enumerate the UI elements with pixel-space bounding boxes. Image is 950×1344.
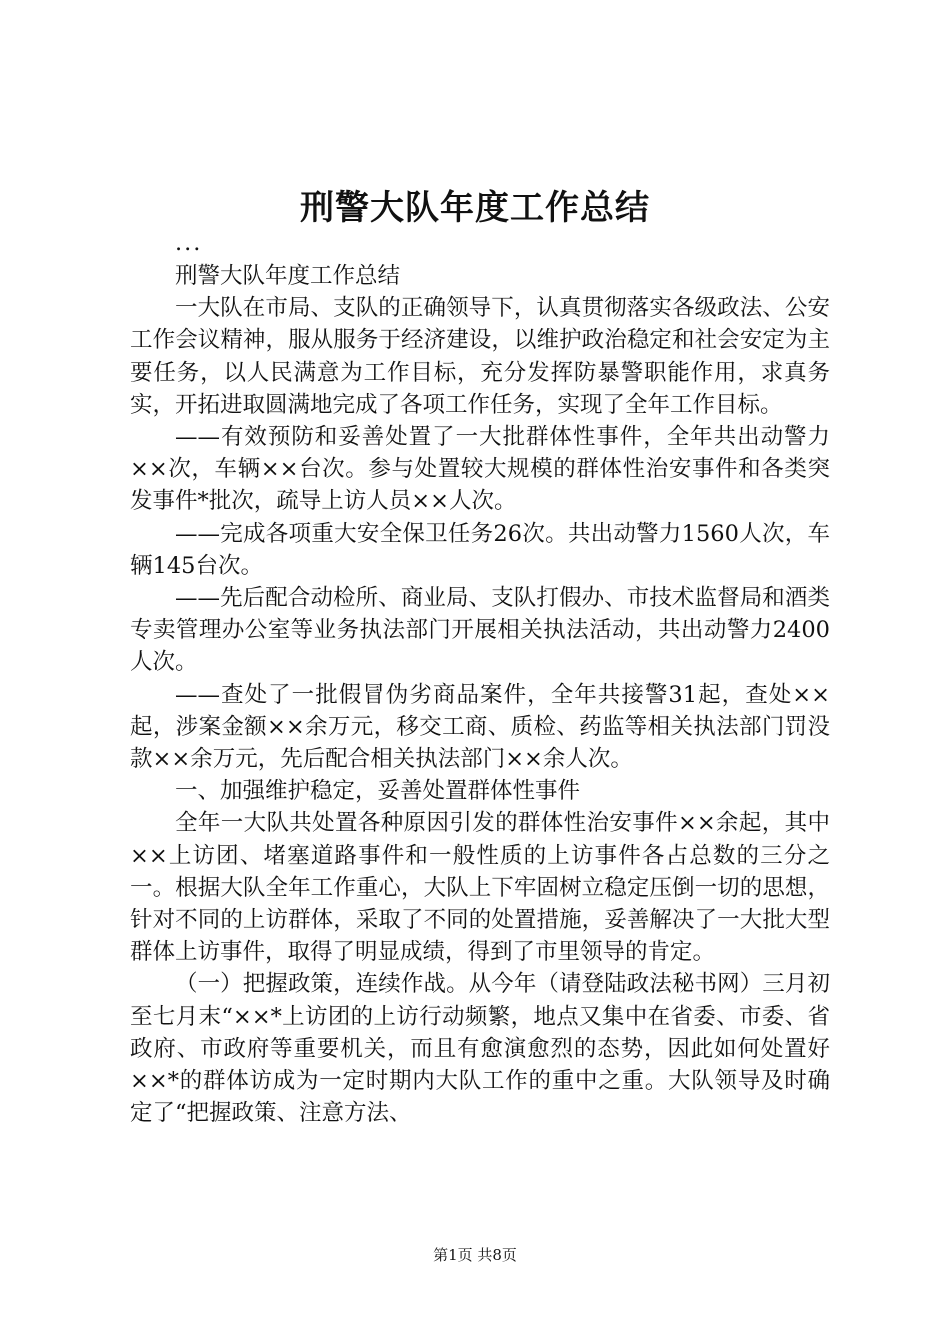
paragraph: 全年一大队共处置各种原因引发的群体性治安事件××余起，其中××上访团、堵塞道路事件和一般性质的上访事件各占总数的三分之一。根据大队全年工作重心，大队上下牢固树立稳定压倒一切的思想，针对不同的上访群体，采取了不同的处置措施，妥善解决了一大批大型群体上访事件，取得了明显成绩，得到了市里领导的肯定。 — [130, 810, 830, 966]
paragraph: （一）把握政策，连续作战。从今年（请登陆政法秘书网）三月初至七月末“××*上访团的上访行动频繁，地点又集中在省委、市委、省政府、市政府等重要机关，而且有愈演愈烈的态势，因此如何处置好××*的群体访成为一定时期内大队工作的重中之重。大队领导及时确定了“把握政策、注意方法、 — [130, 971, 830, 1127]
ellipsis-line: ... — [175, 230, 203, 256]
document-body — [130, 232, 830, 1129]
paragraph: ——先后配合动检所、商业局、支队打假办、市技术监督局和酒类专卖管理办公室等业务执法部门开展相关执法活动，共出动警力2400人次。 — [130, 585, 830, 676]
document-title: 刑警大队年度工作总结 — [300, 188, 650, 228]
paragraph: ——有效预防和妥善处置了一大批群体性事件，全年共出动警力××次，车辆××台次。参与处置较大规模的群体性治安事件和各类突发事件*批次，疏导上访人员××人次。 — [130, 424, 830, 515]
paragraph: ——完成各项重大安全保卫任务26次。共出动警力1560人次，车辆145台次。 — [130, 520, 830, 579]
paragraph: ——查处了一批假冒伪劣商品案件，全年共接警31起，查处××起，涉案金额××余万元，移交工商、质检、药监等相关执法部门罚没款××余万元，先后配合相关执法部门××余人次。 — [130, 681, 830, 773]
page-indicator: 第1页 共8页 — [433, 1246, 517, 1264]
paragraph: 一大队在市局、支队的正确领导下，认真贯彻落实各级政法、公安工作会议精神，服从服务于经济建设，以维护政治稳定和社会安定为主要任务，以人民满意为工作目标，充分发挥防暴警职能作用，求真务实，开拓进取圆满地完成了各项工作任务，实现了全年工作目标。 — [130, 295, 830, 418]
paragraph-subtitle: 刑警大队年度工作总结 — [175, 263, 401, 289]
section-heading: 一、加强维护稳定，妥善处置群体性事件 — [175, 778, 581, 805]
